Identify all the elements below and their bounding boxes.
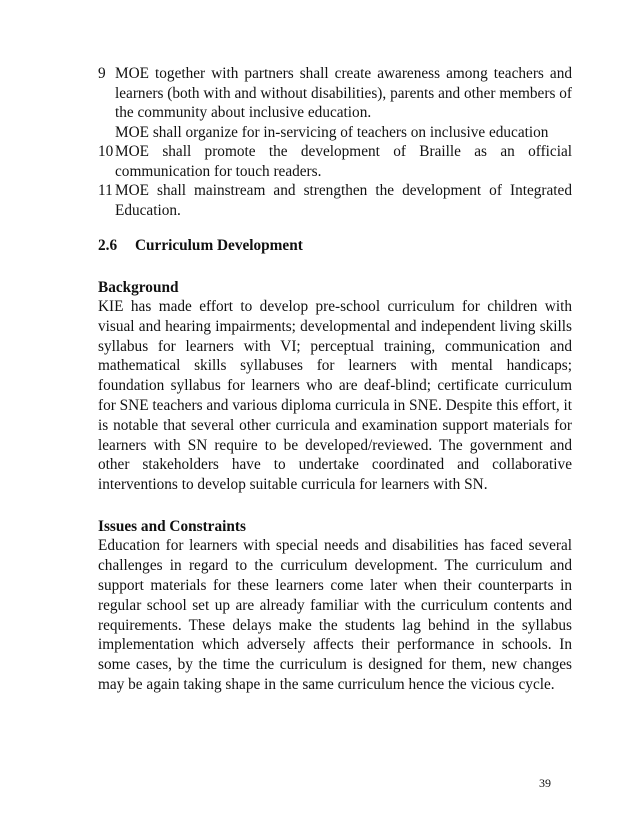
list-item-text: MOE shall mainstream and strengthen the development of Integrated Education.: [115, 182, 572, 219]
issues-paragraph: Education for learners with special needs and disabilities has faced several challenges in regard to the curriculum development. The curriculum and support materials for these learners come later when their counterparts in regular school set up are already familiar with the curriculum contents and requirements. These delays make the students lag behind in the syllabus implementation which adversely affects their performance in schools. In some cases, by the time the curriculum is designed for them, new changes may be again taking shape in the same curriculum hence the vicious cycle.: [98, 537, 572, 694]
list-item-number: 11: [98, 182, 113, 199]
page-content: [98, 64, 572, 695]
list-item: [98, 123, 572, 143]
section-heading: [98, 236, 572, 256]
list-item-text: MOE shall organize for in-servicing of teachers on inclusive education: [115, 123, 549, 141]
list-item-text: MOE together with partners shall create awareness among teachers and learners (both with and without disabilities), parents and other members of the community about inclusive education.: [115, 65, 572, 121]
list-item-number: 9: [98, 65, 106, 82]
list-item: [98, 181, 572, 220]
list-item-text: MOE shall promote the development of Braille as an official communication for touch readers.: [115, 143, 572, 180]
background-heading: Background: [98, 278, 179, 296]
page-number: 39: [539, 776, 551, 790]
list-item-number: [98, 123, 115, 143]
section-number: 2.6: [98, 237, 118, 254]
section-title: Curriculum Development: [135, 237, 303, 254]
issues-heading: Issues and Constraints: [98, 517, 246, 535]
list-item-number: 10: [98, 143, 114, 160]
background-paragraph: KIE has made effort to develop pre-school curriculum for children with visual and hearing impairments; developmental and independent living skills syllabus for learners with VI; perceptual training, communication and mathematical skills syllabuses for learners with mental handicaps; foundation syllabus for learners who are deaf-blind; certificate curriculum for SNE teachers and various diploma curricula in SNE. Despite this effort, it is notable that several other curricula and examination support materials for learners with SN require to be developed/reviewed. The government and other stakeholders have to undertake coordinated and collaborative interventions to develop suitable curricula for learners with SN.: [98, 298, 572, 494]
list-item: [98, 64, 572, 123]
list-item: [98, 142, 572, 181]
